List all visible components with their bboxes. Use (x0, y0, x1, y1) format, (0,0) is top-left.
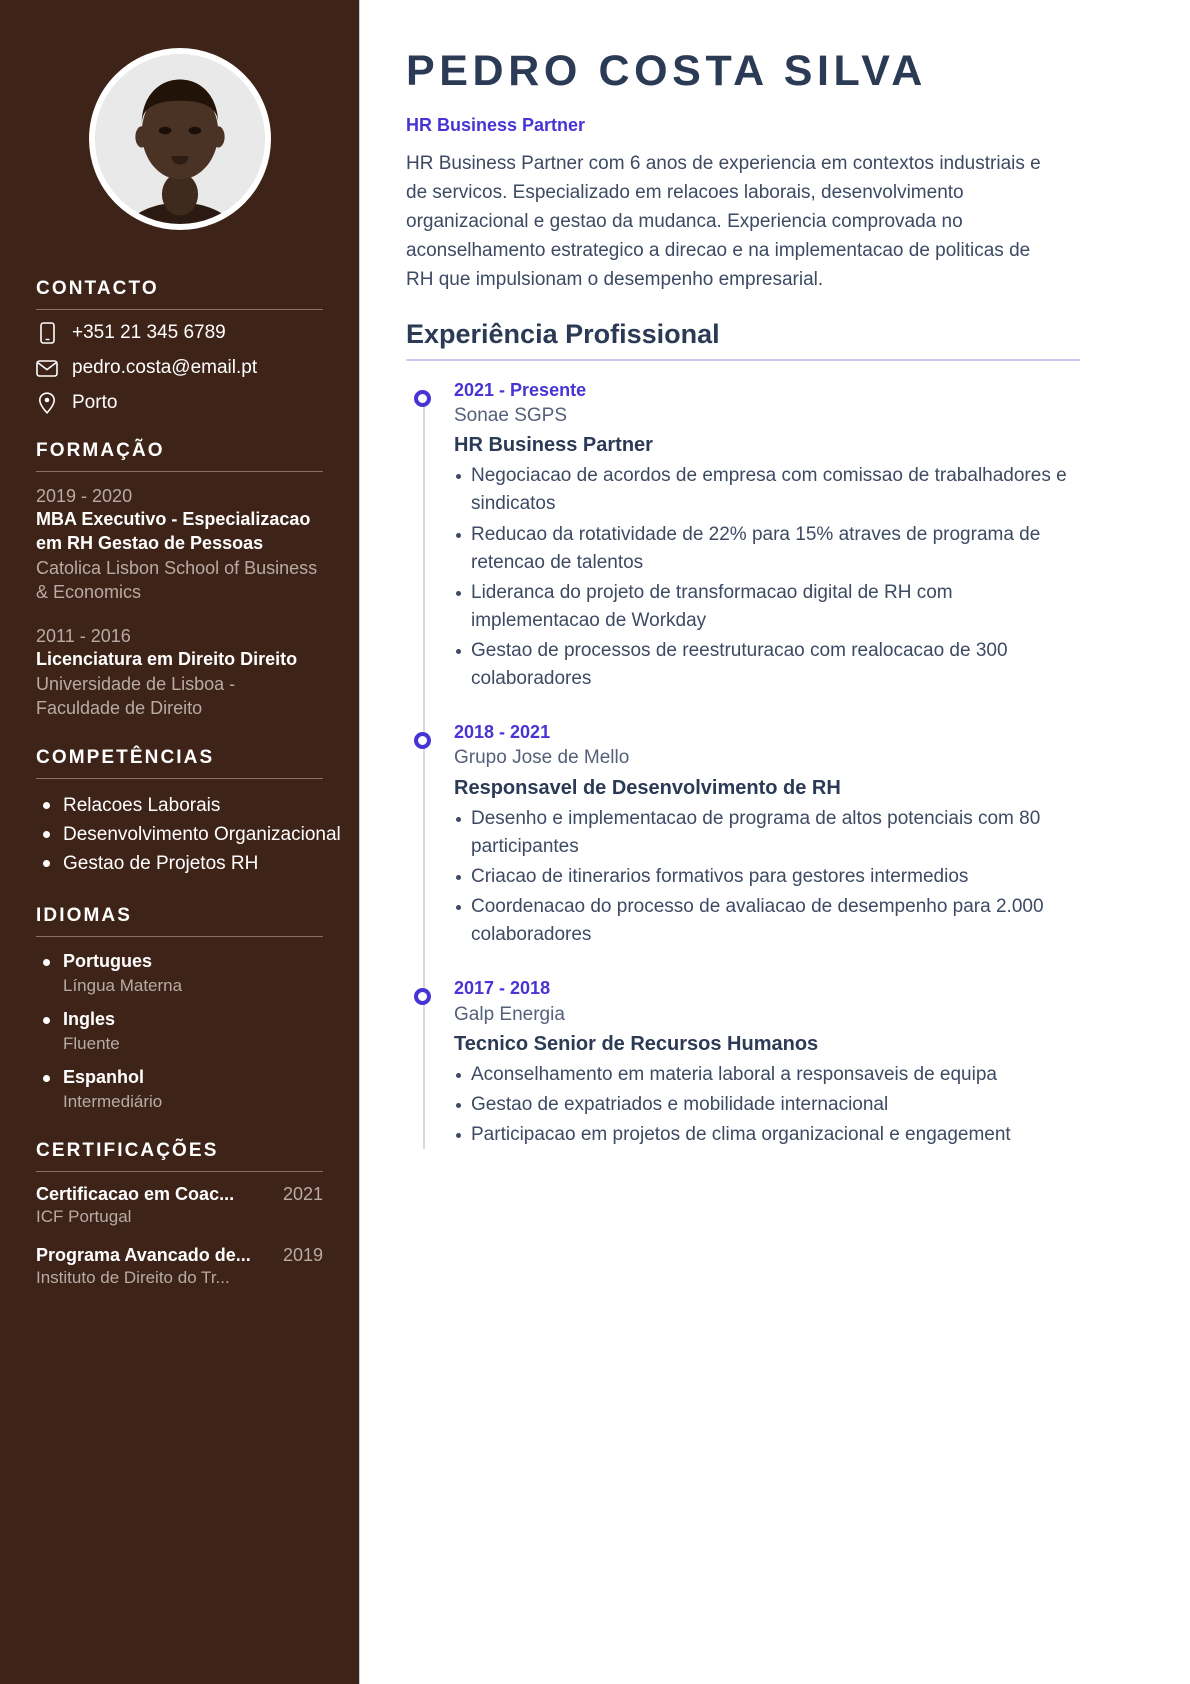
contact-email[interactable] (36, 357, 323, 379)
certification-name: Programa Avancado de... (36, 1244, 251, 1265)
experience-bullets (454, 1061, 1080, 1149)
timeline-dot-icon (414, 732, 431, 749)
timeline-dot-icon (414, 390, 431, 407)
contact-location[interactable] (36, 392, 323, 414)
contact-phone[interactable] (36, 322, 323, 344)
certification-item (36, 1184, 323, 1229)
experience-company: Sonae SGPS (454, 404, 568, 426)
certification-year: 2019 (282, 1244, 323, 1265)
education-section (36, 440, 323, 721)
languages-section (36, 905, 323, 1114)
divider (36, 778, 323, 779)
divider (406, 359, 1080, 361)
education-degree: MBA Executivo - Especializacao em RH Gestao de Pessoas (36, 509, 311, 554)
certification-org: ICF Portugal (36, 1206, 132, 1226)
bullet-item: Coordenacao do processo de avaliacao de desempenho para 2.000 colaboradores (454, 893, 1080, 949)
skill-item: Relacoes Laborais (36, 791, 323, 820)
skills-list (36, 791, 341, 879)
bullet-item: Gestao de processos de reestruturacao com realocacao de 300 colaboradores (454, 637, 1080, 693)
experience-company: Grupo Jose de Mello (454, 747, 630, 769)
contact-section (36, 278, 323, 414)
divider (36, 936, 323, 937)
education-heading: FORMAÇÃO (36, 440, 165, 461)
education-degree: Licenciatura em Direito Direito (36, 649, 298, 670)
photo-container (0, 0, 359, 252)
main-content (360, 0, 1190, 1684)
certification-top-row (36, 1245, 323, 1266)
experience-bullets (454, 805, 1080, 950)
experience-item (454, 975, 1080, 1149)
language-level: Fluente (63, 1034, 120, 1054)
experience-bullets (454, 462, 1080, 693)
skills-heading: COMPETÊNCIAS (36, 746, 215, 768)
experience-date: 2021 - Presente (454, 379, 587, 400)
languages-heading: IDIOMAS (36, 904, 132, 926)
certifications-section (36, 1140, 323, 1290)
experience-title: Responsavel de Desenvolvimento de RH (454, 776, 841, 799)
experience-title: Tecnico Senior de Recursos Humanos (454, 1033, 819, 1056)
education-school: Catolica Lisbon School of Business & Economics (36, 558, 318, 603)
certification-name: Certificacao em Coac... (36, 1183, 235, 1204)
divider (36, 471, 323, 472)
language-level: Língua Materna (63, 976, 183, 996)
education-date: 2011 - 2016 (36, 625, 131, 646)
divider (36, 1171, 323, 1172)
certification-org: Instituto de Direito do Tr... (36, 1267, 230, 1287)
experience-date: 2017 - 2018 (454, 978, 551, 999)
divider (36, 309, 323, 310)
bullet-item: Desenho e implementacao de programa de altos potenciais com 80 participantes (454, 805, 1080, 861)
email-icon (36, 360, 58, 377)
certifications-heading: CERTIFICAÇÕES (36, 1139, 219, 1161)
experience-item (454, 377, 1080, 694)
location-icon (36, 392, 58, 414)
language-item (36, 1007, 323, 1056)
language-name: Portugues (63, 950, 153, 971)
page-title: PEDRO COSTA SILVA (406, 47, 927, 95)
language-level: Intermediário (63, 1092, 163, 1112)
certification-top-row (36, 1184, 323, 1205)
skill-item: Gestao de Projetos RH (36, 849, 323, 878)
contact-heading: CONTACTO (36, 278, 159, 299)
timeline-line (423, 391, 425, 1150)
bullet-item: Aconselhamento em materia laboral a responsaveis de equipa (454, 1061, 1080, 1089)
phone-icon (36, 322, 58, 344)
experience-date: 2018 - 2021 (454, 722, 551, 743)
experience-item (454, 719, 1080, 949)
bullet-item: Participacao em projetos de clima organizacional e engagement (454, 1121, 1080, 1149)
bullet-item: Lideranca do projeto de transformacao digital de RH com implementacao de Workday (454, 579, 1080, 635)
experience-heading: Experiência Profissional (406, 318, 720, 349)
experience-timeline (406, 377, 1080, 1150)
professional-summary: HR Business Partner com 6 anos de experiencia em contextos industriais e de servicos. Especializado em relacoes laborais, desenvolvimento organizacional e gestao da mudanca. Experiencia comprovada no aconselhamento estrategico a direcao e na implementacao de politicas de RH que impulsionam o desempenho empresarial. (406, 153, 1041, 290)
skill-item: Desenvolvimento Organizacional (36, 820, 323, 849)
language-name: Espanhol (63, 1066, 145, 1087)
contact-phone-value: +351 21 345 6789 (72, 322, 226, 343)
timeline-dot-icon (414, 988, 431, 1005)
sidebar (0, 0, 360, 1684)
language-item (36, 1065, 323, 1114)
education-item (36, 484, 323, 605)
experience-title: HR Business Partner (454, 434, 653, 457)
bullet-item: Reducao da rotatividade de 22% para 15% atraves de programa de retencao de talentos (454, 521, 1080, 577)
experience-company: Galp Energia (454, 1003, 565, 1025)
bullet-item: Negociacao de acordos de empresa com comissao de trabalhadores e sindicatos (454, 462, 1080, 518)
bullet-item: Criacao de itinerarios formativos para gestores intermedios (454, 863, 1080, 891)
education-school: Universidade de Lisboa - Faculdade de Direito (36, 674, 236, 719)
language-name: Ingles (63, 1008, 116, 1029)
contact-location-value: Porto (72, 392, 118, 413)
education-date: 2019 - 2020 (36, 486, 133, 506)
bullet-item: Gestao de expatriados e mobilidade internacional (454, 1091, 1080, 1119)
language-item (36, 949, 323, 998)
contact-email-value: pedro.costa@email.pt (72, 357, 258, 378)
education-item (36, 624, 323, 721)
profile-photo-icon (95, 54, 265, 224)
certification-item (36, 1245, 323, 1290)
certification-year: 2021 (282, 1183, 323, 1204)
job-role-subtitle: HR Business Partner (406, 115, 586, 136)
skills-section (36, 746, 341, 879)
avatar (89, 48, 271, 230)
